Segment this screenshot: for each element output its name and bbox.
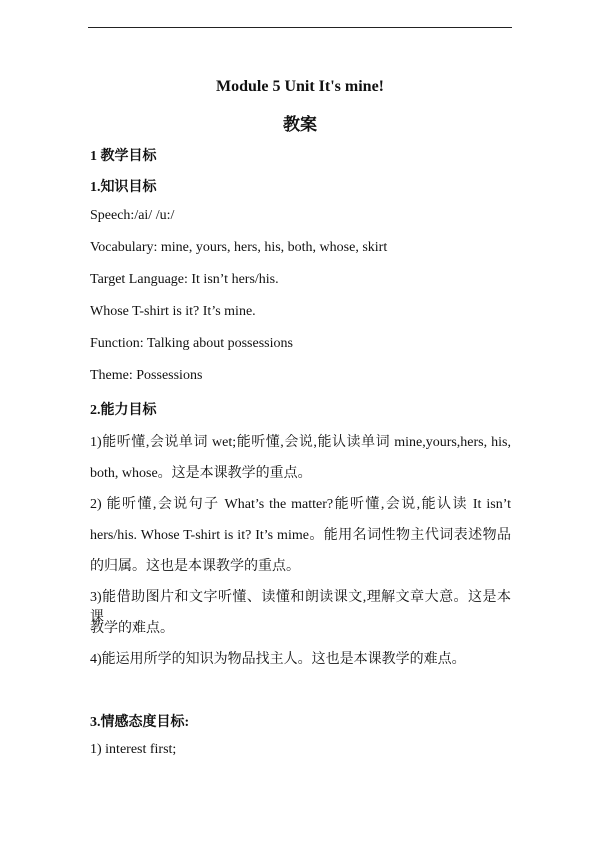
ability-item-2-line-1: 2) 能听懂,会说句子 What’s the matter?能听懂,会说,能认读 It isn’t	[90, 497, 511, 512]
attitude-heading: 3.情感态度目标:	[90, 715, 190, 730]
ability-item-4-line-1: 4)能运用所学的知识为物品找主人。这也是本课教学的难点。	[90, 652, 466, 667]
target-language-line: Target Language: It isn’t hers/his.	[90, 272, 279, 287]
vocabulary-line: Vocabulary: mine, yours, hers, his, both, whose, skirt	[90, 240, 388, 255]
ability-item-1-line-2: both, whose。这是本课教学的重点。	[90, 466, 312, 481]
knowledge-heading: 1.知识目标	[90, 180, 157, 195]
document-title: Module 5 Unit It's mine!	[216, 78, 384, 95]
header-rule	[88, 27, 512, 28]
function-line: Function: Talking about possessions	[90, 336, 293, 351]
target-language-line-2: Whose T-shirt is it? It’s mine.	[90, 304, 256, 319]
ability-item-3-line-1: 3)能借助图片和文字听懂、读懂和朗读课文,理解文章大意。这是本课	[90, 590, 511, 625]
ability-item-2-line-3: 的归属。这也是本课教学的重点。	[90, 559, 300, 574]
speech-line: Speech:/ai/ /u:/	[90, 208, 175, 223]
document-subtitle: 教案	[283, 115, 317, 134]
ability-item-2-line-2: hers/his. Whose T-shirt is it? It’s mime。能用名词性物主代词表述物品	[90, 528, 511, 543]
theme-line: Theme: Possessions	[90, 368, 203, 383]
ability-item-3-line-2: 教学的难点。	[90, 621, 174, 636]
ability-heading: 2.能力目标	[90, 403, 157, 418]
objectives-heading: 1 教学目标	[90, 149, 157, 164]
attitude-item-1: 1) interest first;	[90, 742, 177, 757]
ability-item-1-line-1: 1)能听懂,会说单词 wet;能听懂,会说,能认读单词 mine,yours,hers, his,	[90, 435, 511, 450]
